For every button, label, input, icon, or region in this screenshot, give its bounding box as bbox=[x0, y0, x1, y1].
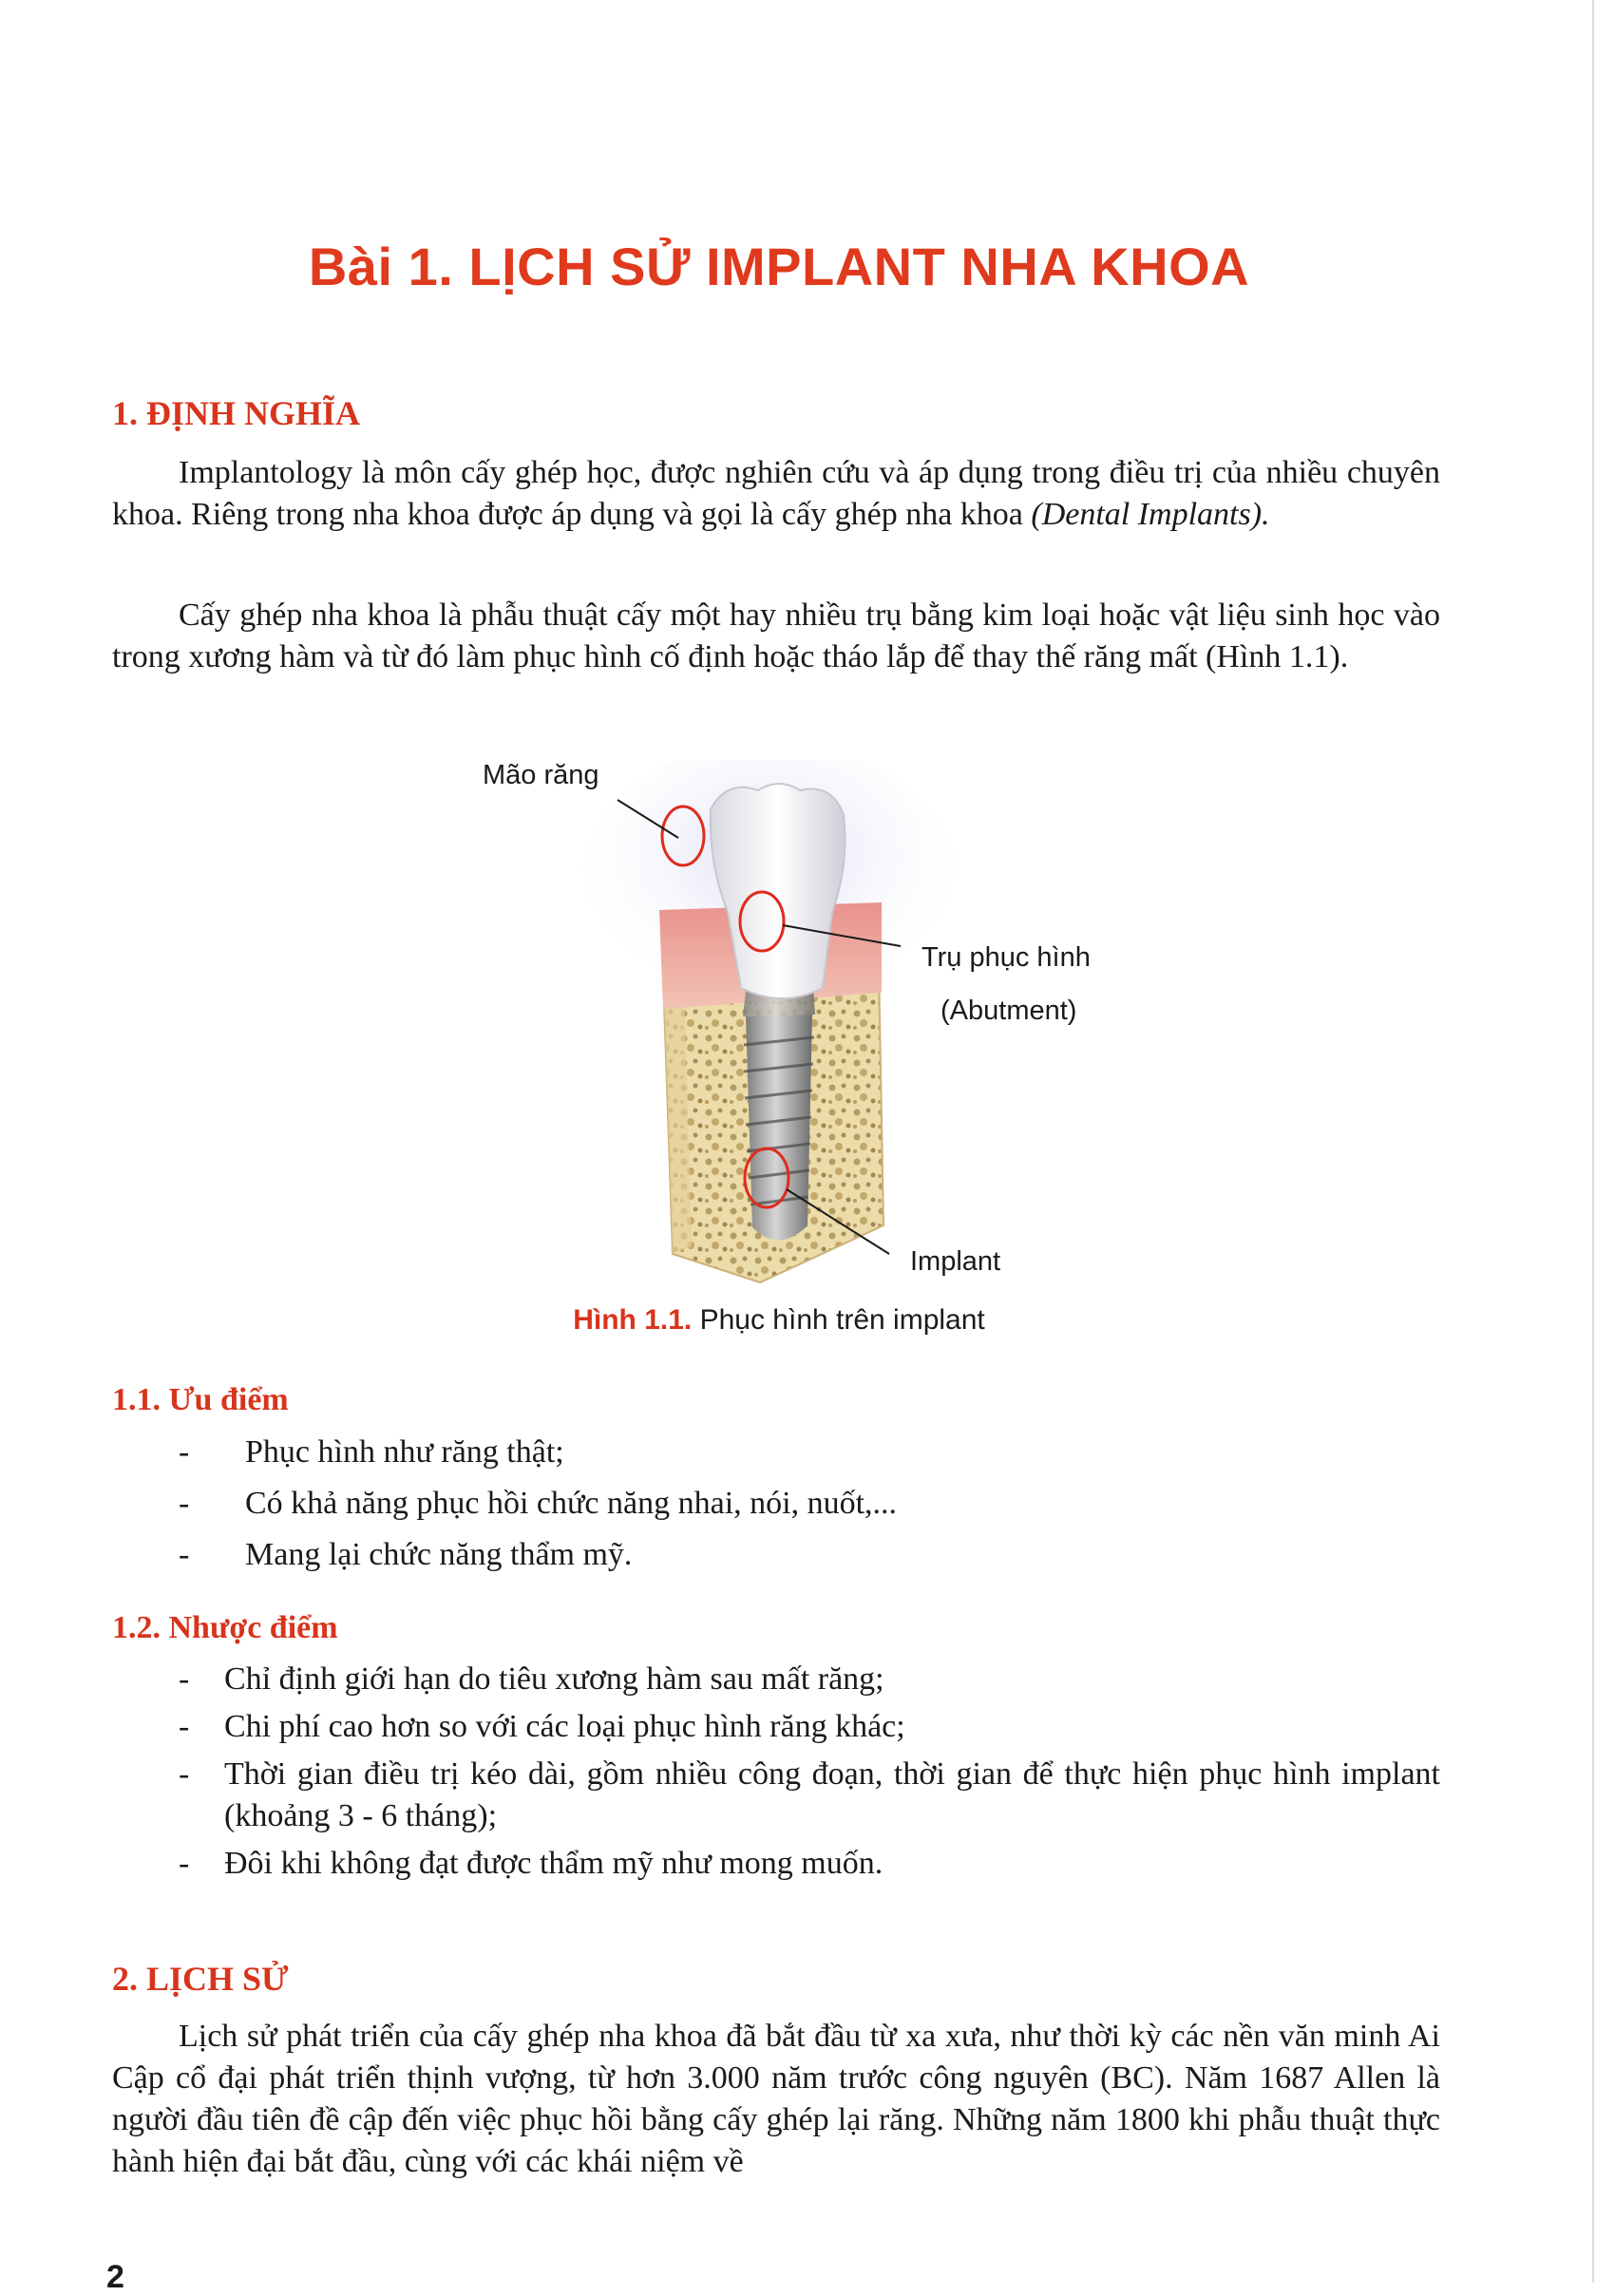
figure-caption-label: Hình 1.1. bbox=[573, 1304, 693, 1336]
list-item-text: Mang lại chức năng thẩm mỹ. bbox=[245, 1537, 633, 1572]
list-dash: - bbox=[179, 1661, 190, 1697]
list-item bbox=[112, 1659, 1440, 1700]
figure-caption bbox=[0, 1304, 1558, 1337]
label-crown: Mão răng bbox=[483, 760, 599, 790]
definition-paragraph-1-text: Implantology là môn cấy ghép học, được nghiên cứu và áp dụng trong điều trị của nhiều chuyên khoa. Riêng trong nha khoa được áp dụng và gọi là cấy ghép nha khoa bbox=[112, 455, 1440, 532]
implant-figure bbox=[456, 760, 1178, 1301]
history-paragraph: Lịch sử phát triển của cấy ghép nha khoa đã bắt đầu từ xa xưa, như thời kỳ các nền văn minh Ai Cập cổ đại phát triển thịnh vượng, từ hơn 3.000 năm trước công nguyên (BC). Năm 1687 Allen là người đầu tiên đề cập đến việc phục hồi bằng cấy ghép lại răng. Những năm 1800 khi phẫu thuật thực hành hiện đại bắt đầu, cùng với các khái niệm về bbox=[112, 2019, 1440, 2179]
list-item-text: Thời gian điều trị kéo dài, gồm nhiều công đoạn, thời gian để thực hiện phục hình implant (khoảng 3 - 6 tháng); bbox=[224, 1756, 1440, 1833]
list-dash: - bbox=[179, 1537, 190, 1572]
list-item bbox=[112, 1706, 1440, 1748]
list-item-text: Chỉ định giới hạn do tiêu xương hàm sau mất răng; bbox=[224, 1661, 884, 1697]
list-item bbox=[112, 1430, 1442, 1475]
list-item bbox=[112, 1532, 1442, 1578]
label-implant: Implant bbox=[910, 1246, 1001, 1277]
disadvantages-list bbox=[112, 1659, 1442, 1890]
list-item bbox=[112, 1754, 1440, 1837]
list-dash: - bbox=[179, 1846, 190, 1881]
list-dash: - bbox=[179, 1486, 190, 1521]
list-item-text: Đôi khi không đạt được thẩm mỹ như mong muốn. bbox=[224, 1846, 884, 1881]
list-dash: - bbox=[179, 1434, 190, 1470]
page-number: 2 bbox=[106, 2259, 124, 2295]
definition-paragraph-2: Cấy ghép nha khoa là phẫu thuật cấy một hay nhiều trụ bằng kim loại hoặc vật liệu sinh học vào trong xương hàm và từ đó làm phục hình cố định hoặc tháo lắp để thay thế răng mất (Hình 1.1). bbox=[112, 598, 1440, 674]
label-abutment: Trụ phục hình bbox=[922, 942, 1091, 973]
section-heading-definition: 1. ĐỊNH NGHĨA bbox=[112, 394, 361, 432]
list-item bbox=[112, 1481, 1442, 1527]
implant-illustration bbox=[456, 760, 1178, 1301]
list-item bbox=[112, 1843, 1440, 1885]
list-dash: - bbox=[179, 1756, 190, 1792]
list-dash: - bbox=[179, 1709, 190, 1744]
page-title: Bài 1. LỊCH SỬ IMPLANT NHA KHOA bbox=[308, 237, 1250, 296]
advantages-heading: 1.1. Ưu điểm bbox=[112, 1382, 289, 1417]
page-edge bbox=[1592, 0, 1594, 2283]
section-heading-history: 2. LỊCH SỬ bbox=[112, 1960, 289, 1998]
label-abutment-en: (Abutment) bbox=[940, 996, 1077, 1026]
definition-paragraph-1 bbox=[112, 452, 1440, 536]
figure-caption-text: Phục hình trên implant bbox=[692, 1304, 985, 1336]
definition-paragraph-1-italic: (Dental Implants). bbox=[1031, 497, 1270, 532]
list-item-text: Phục hình như răng thật; bbox=[245, 1434, 564, 1470]
list-item-text: Chi phí cao hơn so với các loại phục hình răng khác; bbox=[224, 1709, 905, 1744]
disadvantages-heading: 1.2. Nhược điểm bbox=[112, 1610, 338, 1645]
implant-body bbox=[746, 1015, 812, 1241]
advantages-list bbox=[112, 1430, 1442, 1584]
list-item-text: Có khả năng phục hồi chức năng nhai, nói, nuốt,... bbox=[245, 1486, 898, 1521]
